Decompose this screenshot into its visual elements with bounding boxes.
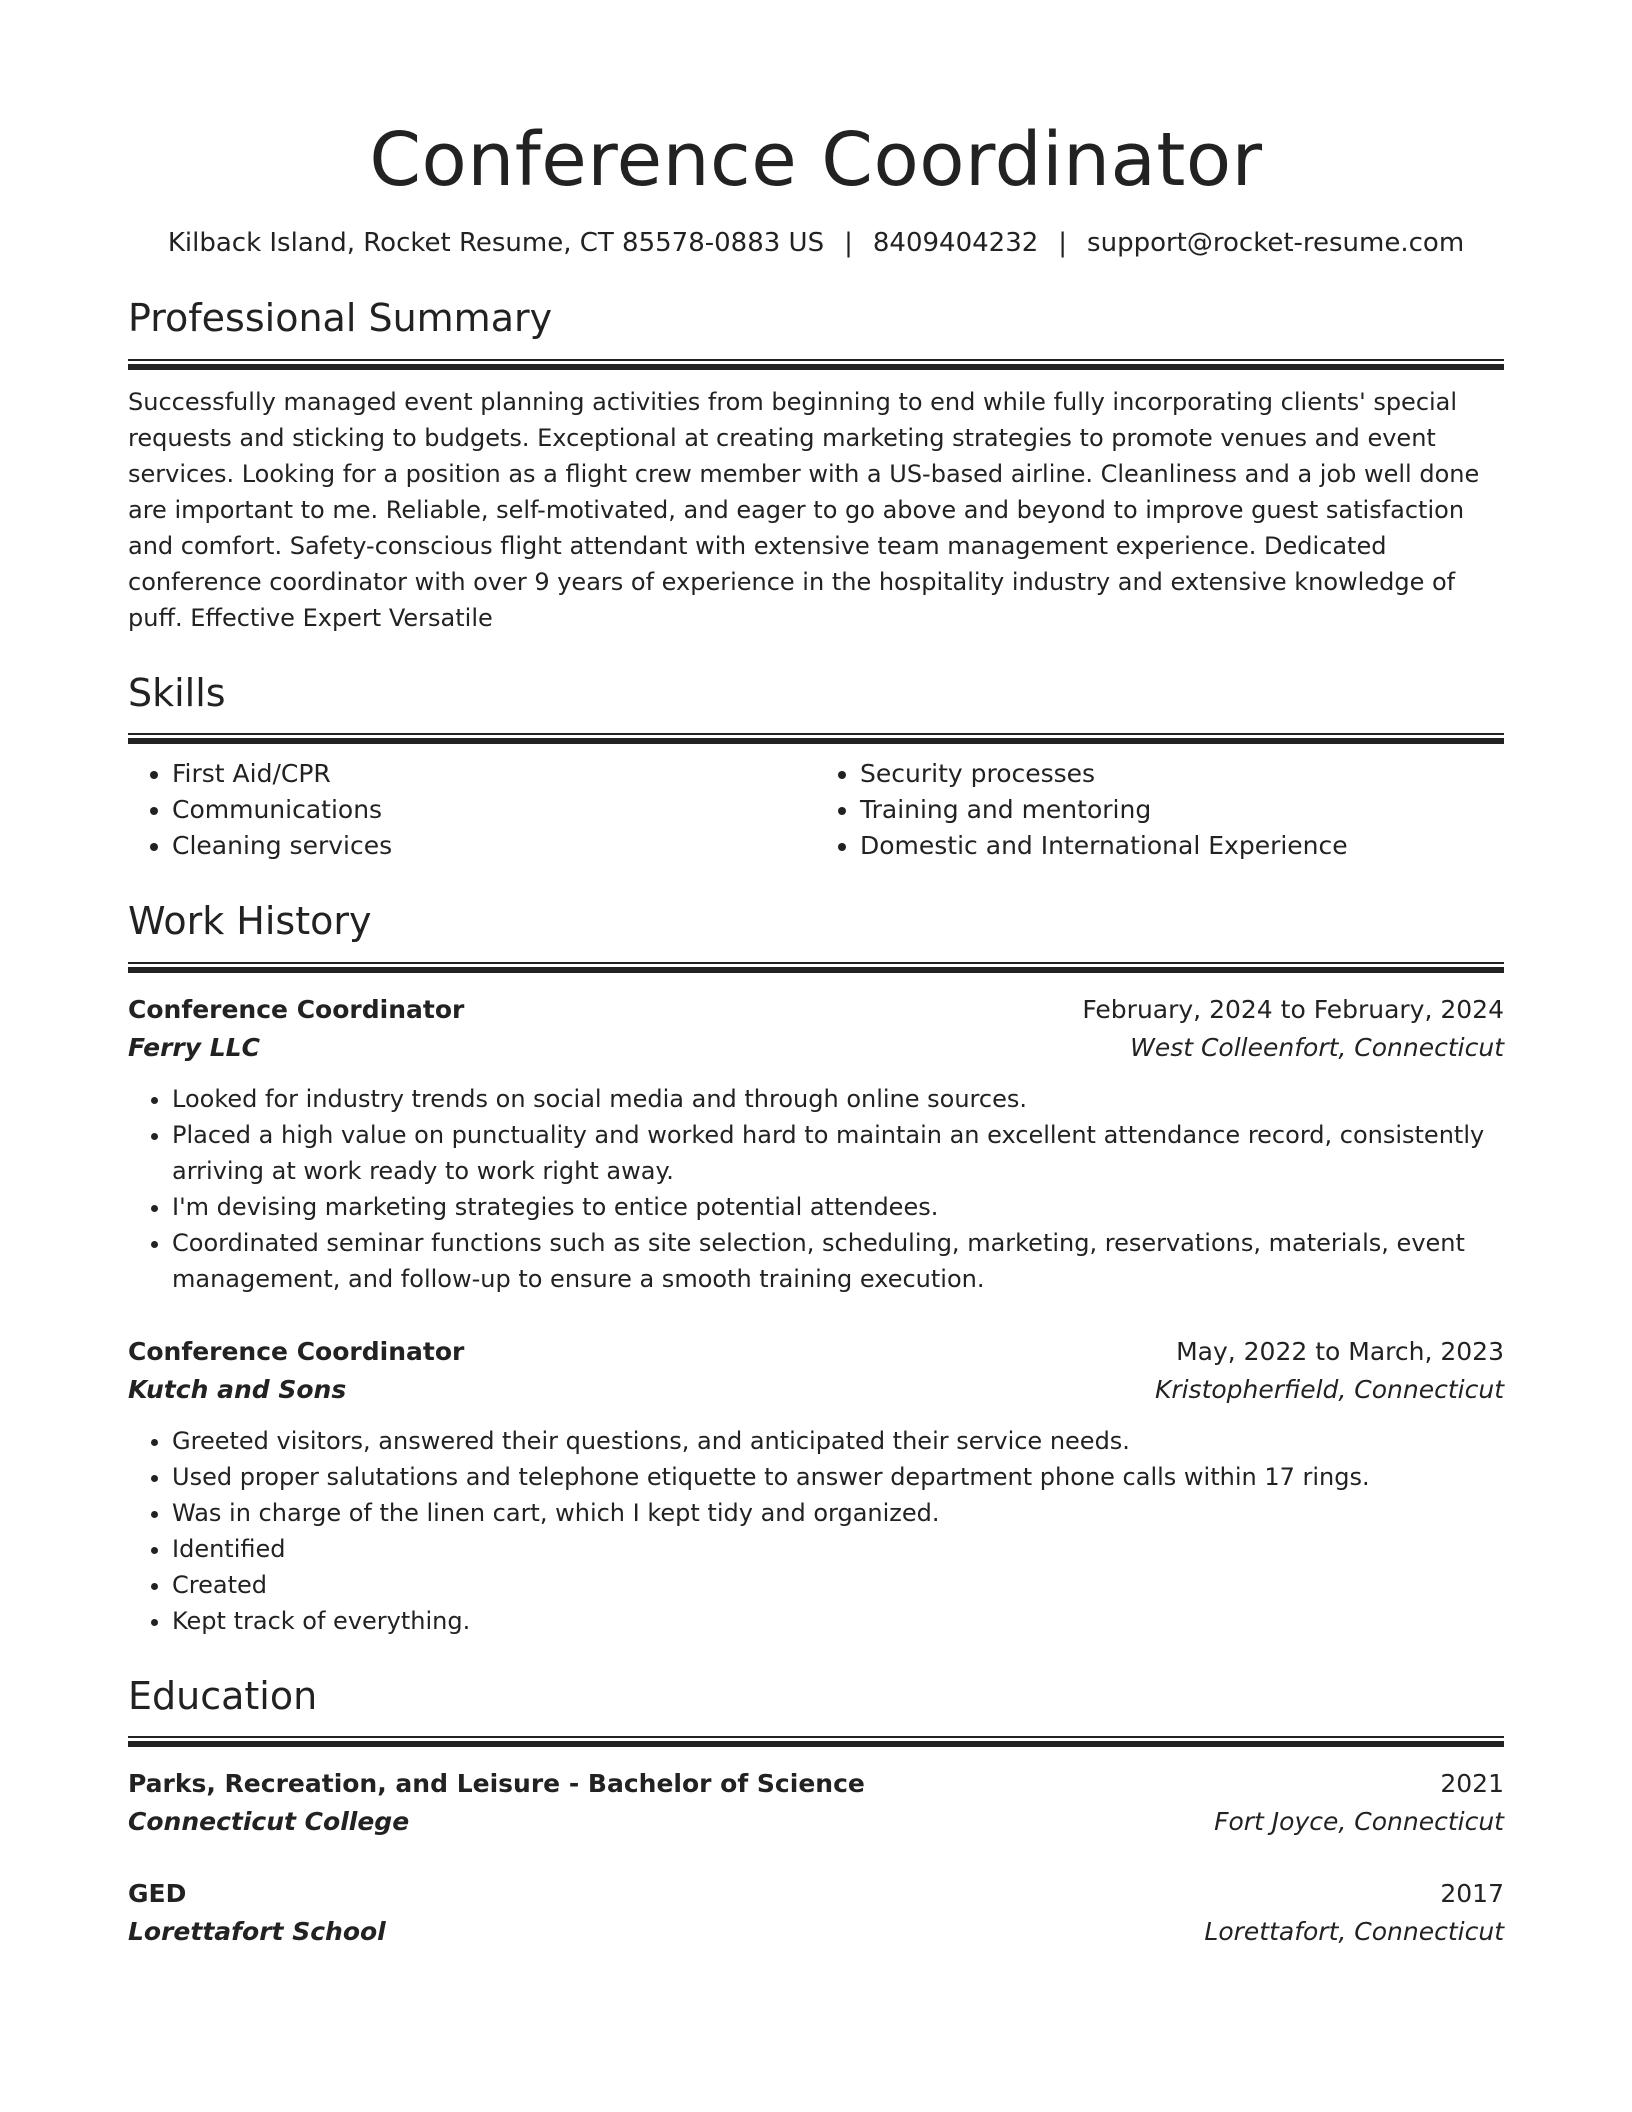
education-header	[128, 1875, 1504, 1913]
job-bullet: • Coordinated seminar functions such as site selection, scheduling, marketing, reservations, materials, event management, and follow-up to ensure a smooth training execution.	[172, 1225, 1504, 1297]
job-bullet: • Looked for industry trends on social media and through online sources.	[172, 1081, 1504, 1117]
job-bullet: • Greeted visitors, answered their questions, and anticipated their service needs.	[172, 1423, 1504, 1459]
education-location: Fort Joyce, Connecticut	[1214, 1807, 1504, 1837]
summary-title: Professional Summary	[128, 296, 553, 341]
job-header	[128, 1333, 1504, 1371]
job-bullet: • Was in charge of the linen cart, which I kept tidy and organized.	[172, 1495, 1504, 1531]
education-entry	[128, 1765, 1504, 1841]
contact-separator: |	[1058, 228, 1068, 259]
education-degree: GED	[128, 1879, 187, 1909]
section-divider	[128, 1736, 1504, 1747]
job-subheader	[128, 1029, 1504, 1067]
job-bullet: • Kept track of everything.	[172, 1603, 1504, 1639]
job-role: Conference Coordinator	[128, 994, 465, 1024]
education-subheader	[128, 1913, 1504, 1951]
contact-phone: 8409404232	[872, 228, 1039, 259]
education-title: Education	[128, 1673, 318, 1718]
job-subheader	[128, 1371, 1504, 1409]
job-bullet: • Used proper salutations and telephone etiquette to answer department phone calls within 17 rings.	[172, 1459, 1504, 1495]
job-entry	[128, 1333, 1504, 1639]
job-bullet: • I'm devising marketing strategies to entice potential attendees.	[172, 1189, 1504, 1225]
work-title: Work History	[128, 899, 372, 944]
job-bullet: • Identified	[172, 1531, 1504, 1567]
skills-title: Skills	[128, 670, 226, 715]
education-header	[128, 1765, 1504, 1803]
section-divider	[128, 359, 1504, 370]
education-year: 2021	[1440, 1769, 1504, 1799]
job-company: Kutch and Sons	[128, 1374, 347, 1404]
skill-item: • Training and mentoring	[860, 792, 1504, 828]
skills-section	[128, 670, 1504, 865]
job-bullets	[128, 1423, 1504, 1639]
job-company: Ferry LLC	[128, 1032, 260, 1062]
education-subheader	[128, 1803, 1504, 1841]
contact-email: support@rocket-resume.com	[1087, 228, 1465, 259]
job-bullet: • Placed a high value on punctuality and worked hard to maintain an excellent attendance record, consistently arriving at work ready to work right away.	[172, 1117, 1504, 1189]
education-section	[128, 1673, 1504, 1952]
job-location: Kristopherfield, Connecticut	[1154, 1374, 1504, 1404]
education-year: 2017	[1440, 1879, 1504, 1909]
skill-item: • Cleaning services	[172, 828, 816, 864]
skills-list	[128, 756, 1504, 864]
skill-item: • Communications	[172, 792, 816, 828]
job-entry	[128, 991, 1504, 1297]
skill-item: • Security processes	[860, 756, 1504, 792]
job-dates: May, 2022 to March, 2023	[1176, 1336, 1504, 1366]
education-location: Lorettafort, Connecticut	[1204, 1917, 1504, 1947]
education-degree: Parks, Recreation, and Leisure - Bachelor of Science	[128, 1769, 865, 1799]
contact-line	[128, 227, 1504, 261]
education-school: Lorettafort School	[128, 1917, 386, 1947]
skills-column-right	[816, 756, 1504, 864]
contact-address: Kilback Island, Rocket Resume, CT 85578-0883 US	[167, 228, 825, 259]
job-bullets	[128, 1081, 1504, 1297]
education-entry	[128, 1875, 1504, 1951]
job-dates: February, 2024 to February, 2024	[1082, 994, 1504, 1024]
summary-section	[128, 295, 1504, 636]
section-divider	[128, 962, 1504, 973]
skill-item: • First Aid/CPR	[172, 756, 816, 792]
job-bullet: • Created	[172, 1567, 1504, 1603]
resume-name: Conference Coordinator	[369, 117, 1263, 203]
summary-text: Successfully managed event planning activities from beginning to end while fully incorporating clients' special requests and sticking to budgets. Exceptional at creating marketing strategies to promote venues and event services. Looking for a position as a flight crew member with a US-based airline. Cleanliness and a job well done are important to me. Reliable, self-motivated, and eager to go above and beyond to improve guest satisfaction and comfort. Safety-conscious flight attendant with extensive team management experience. Dedicated conference coordinator with over 9 years of experience in the hospitality industry and extensive knowledge of puff. Effective Expert Versatile	[128, 387, 1480, 632]
skill-item: • Domestic and International Experience	[860, 828, 1504, 864]
job-role: Conference Coordinator	[128, 1336, 465, 1366]
contact-separator: |	[844, 228, 853, 259]
job-location: West Colleenfort, Connecticut	[1130, 1032, 1504, 1062]
work-section	[128, 898, 1504, 1639]
section-divider	[128, 733, 1504, 744]
education-school: Connecticut College	[128, 1807, 410, 1837]
job-header	[128, 991, 1504, 1029]
skills-column-left	[128, 756, 816, 864]
